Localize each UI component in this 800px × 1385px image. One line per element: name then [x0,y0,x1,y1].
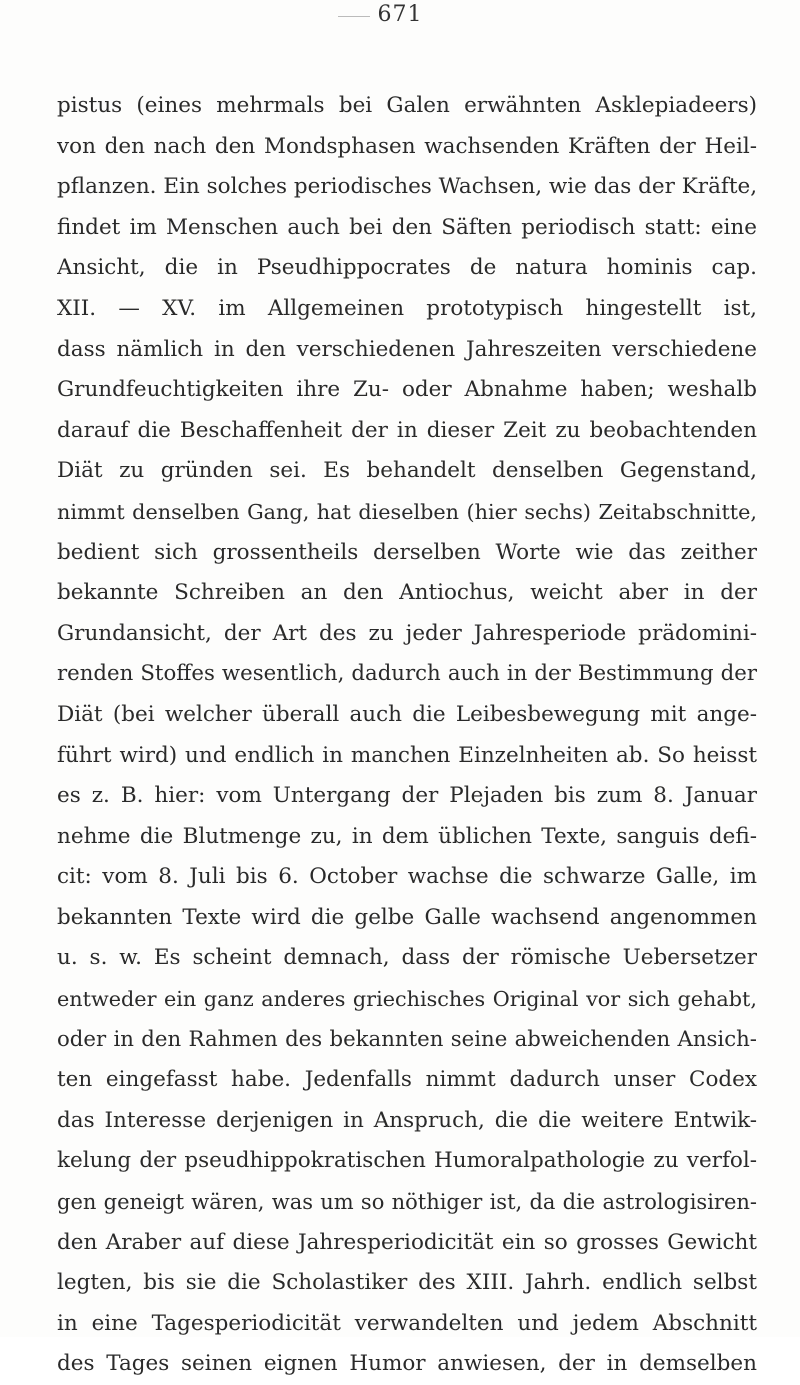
text-line-4: findet im Menschen auch bei den Säften periodisch statt: eine [57,214,757,240]
text-line-27: kelung der pseudhippokratischen Humoralpathologie zu verfol- [57,1148,757,1174]
text-line-22: u. s. w. Es scheint demnach, dass der römische Uebersetzer [57,945,757,971]
text-line-15: renden Stoffes wesentlich, dadurch auch in der Bestimmung der [57,661,757,687]
text-line-8: Grundfeuchtigkeiten ihre Zu- oder Abnahme haben; weshalb [57,377,757,403]
text-line-32: des Tages seinen eignen Humor anwiesen, der in demselben [57,1351,757,1377]
text-line-18: es z. B. hier: vom Untergang der Plejaden bis zum 8. Januar [57,783,757,809]
page-number: 671 [377,2,423,27]
text-line-11: nimmt denselben Gang, hat dieselben (hier sechs) Zeitabschnitte, [57,499,757,524]
text-line-12: bedient sich grossentheils derselben Worte wie das zeither [57,539,757,565]
text-line-28: gen geneigt wären, was um so nöthiger ist, da die astrologisiren- [57,1190,757,1215]
text-line-1: pistus (eines mehrmals bei Galen erwähnten Asklepiadeers) [57,93,757,118]
text-line-26: das Interesse derjenigen in Anspruch, die die weitere Entwik- [57,1107,757,1133]
text-line-19: nehme die Blutmenge zu, in dem üblichen Texte, sanguis defi- [57,823,757,849]
text-line-10: Diät zu gründen sei. Es behandelt denselben Gegenstand, [57,458,757,484]
text-line-23: entweder ein ganz anderes griechisches Original vor sich gehabt, [57,987,757,1012]
text-line-21: bekannten Texte wird die gelbe Galle wachsend angenommen [57,904,757,930]
text-line-25: ten eingefasst habe. Jedenfalls nimmt dadurch unser Codex [57,1067,757,1093]
text-line-13: bekannte Schreiben an den Antiochus, weicht aber in der [57,580,757,606]
text-line-6: XII. — XV. im Allgemeinen prototypisch hingestellt ist, [57,295,757,321]
text-line-29: den Araber auf diese Jahresperiodicität ein so grosses Gewicht [57,1229,757,1255]
text-line-2: von den nach den Mondsphasen wachsenden Kräften der Heil- [57,133,757,159]
text-line-5: Ansicht, die in Pseudhippocrates de natura hominis cap. [57,255,757,281]
text-line-31: in eine Tagesperiodicität verwandelten und jedem Abschnitt [57,1310,757,1336]
text-line-30: legten, bis sie die Scholastiker des XIII. Jahrh. endlich selbst [57,1270,757,1296]
body-text [57,86,757,1385]
text-line-17: führt wird) und endlich in manchen Einzelnheiten ab. So heisst [57,742,757,768]
text-line-3: pflanzen. Ein solches periodisches Wachsen, wie das der Kräfte, [57,174,757,200]
text-line-16: Diät (bei welcher überall auch die Leibesbewegung mit ange- [57,701,757,727]
text-line-24: oder in den Rahmen des bekannten seine abweichenden Ansich- [57,1026,757,1052]
text-line-9: darauf die Beschaffenheit der in dieser Zeit zu beobachtenden [57,417,757,443]
text-line-14: Grundansicht, der Art des zu jeder Jahresperiode prädomini- [57,620,757,646]
text-line-20: cit: vom 8. Juli bis 6. October wachse die schwarze Galle, im [57,864,757,890]
text-line-7: dass nämlich in den verschiedenen Jahreszeiten verschiedene [57,336,757,362]
